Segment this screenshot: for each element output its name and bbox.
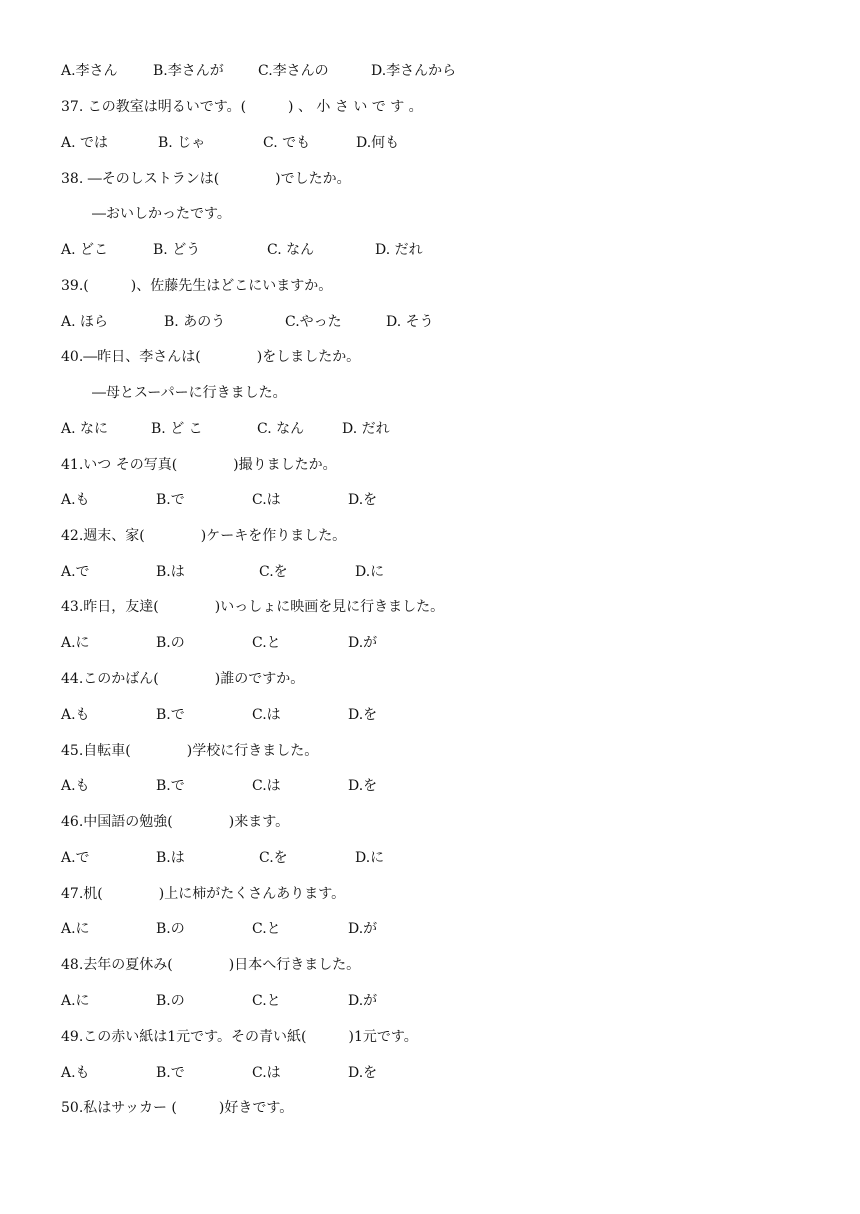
option-d: D.が (348, 635, 378, 651)
option-a: A. どこ (61, 242, 109, 258)
option-d: D.李さんから (371, 63, 457, 79)
option-a: A.も (61, 707, 90, 723)
options-row (61, 489, 378, 511)
option-b: B.は (156, 850, 185, 866)
question-48: 48.去年の夏休み( )日本へ行きました。 (61, 957, 361, 973)
option-b: B. あのう (164, 314, 226, 330)
option-c: C. なん (257, 421, 305, 437)
options-row (61, 418, 390, 440)
option-b: B.で (156, 707, 185, 723)
option-a: A.李さん (61, 63, 118, 79)
options-row (61, 311, 434, 333)
option-a: A.も (61, 778, 90, 794)
option-b: B. どう (153, 242, 201, 258)
options-row (61, 775, 378, 797)
question-50: 50.私はサッカー ( )好きです。 (61, 1100, 294, 1116)
option-d: D.何も (356, 135, 400, 151)
option-b: B.で (156, 492, 185, 508)
option-a: A.に (61, 993, 90, 1009)
option-d: D. だれ (342, 421, 390, 437)
options-row (61, 990, 378, 1012)
options-row (61, 1062, 378, 1084)
option-b: B. じゃ (158, 135, 206, 151)
option-c: C.李さんの (258, 63, 329, 79)
option-a: A. ほら (61, 314, 109, 330)
option-d: D. だれ (375, 242, 423, 258)
question-37: 37. この教室は明るいです。( ) 、 小 さ い で す 。 (61, 99, 423, 115)
option-d: D.を (348, 1065, 378, 1081)
option-c: C.は (252, 778, 281, 794)
option-d: D.に (355, 564, 385, 580)
question-38-reply: ―おいしかったです。 (92, 206, 231, 222)
option-c: C.と (252, 635, 281, 651)
option-d: D.が (348, 993, 378, 1009)
option-a: A.も (61, 1065, 90, 1081)
option-a: A. では (61, 135, 109, 151)
question-42: 42.週末、家( )ケーキを作りました。 (61, 528, 347, 544)
option-d: D.に (355, 850, 385, 866)
options-row (61, 132, 400, 154)
option-c: C.は (252, 1065, 281, 1081)
question-41: 41.いつ その写真( )撮りましたか。 (61, 457, 337, 473)
question-49: 49.この赤い紙は1元です。その青い紙( )1元です。 (61, 1029, 418, 1045)
option-b: B.の (156, 921, 185, 937)
option-d: D.を (348, 707, 378, 723)
option-c: C.と (252, 993, 281, 1009)
options-row (61, 60, 457, 82)
option-c: C.と (252, 921, 281, 937)
option-c: C.やった (285, 314, 342, 330)
question-47: 47.机( )上に柿がたくさんあります。 (61, 886, 346, 902)
options-row (61, 704, 378, 726)
option-b: B.は (156, 564, 185, 580)
option-a: A.に (61, 921, 90, 937)
option-d: D. そう (386, 314, 434, 330)
option-c: C.を (259, 564, 288, 580)
question-43: 43.昨日，友達( )いっしょに映画を見に行きました。 (61, 599, 445, 615)
option-c: C.は (252, 492, 281, 508)
option-a: A.で (61, 564, 90, 580)
question-44: 44.このかばん( )誰のですか。 (61, 671, 305, 687)
option-a: A.で (61, 850, 90, 866)
option-c: C.は (252, 707, 281, 723)
option-d: D.を (348, 778, 378, 794)
option-b: B.李さんが (153, 63, 224, 79)
option-c: C. でも (263, 135, 311, 151)
option-b: B.の (156, 635, 185, 651)
options-row (61, 561, 385, 583)
option-a: A.に (61, 635, 90, 651)
option-b: B.で (156, 778, 185, 794)
options-row (61, 632, 378, 654)
question-46: 46.中国語の勉強( )来ます。 (61, 814, 290, 830)
option-a: A. なに (61, 421, 109, 437)
question-38: 38. ―そのしストランは( )でしたか。 (61, 171, 351, 187)
option-c: C. なん (267, 242, 315, 258)
option-a: A.も (61, 492, 90, 508)
question-40: 40.―昨日、李さんは( )をしましたか。 (61, 349, 361, 365)
option-d: D.を (348, 492, 378, 508)
option-d: D.が (348, 921, 378, 937)
option-c: C.を (259, 850, 288, 866)
question-40-reply: ―母とスーパーに行きました。 (92, 385, 287, 401)
question-39: 39.( )、佐藤先生はどこにいますか。 (61, 278, 333, 294)
option-b: B. ど こ (151, 421, 203, 437)
question-45: 45.自転車( )学校に行きました。 (61, 743, 319, 759)
options-row (61, 847, 385, 869)
option-b: B.の (156, 993, 185, 1009)
options-row (61, 918, 378, 940)
options-row (61, 239, 423, 261)
option-b: B.で (156, 1065, 185, 1081)
